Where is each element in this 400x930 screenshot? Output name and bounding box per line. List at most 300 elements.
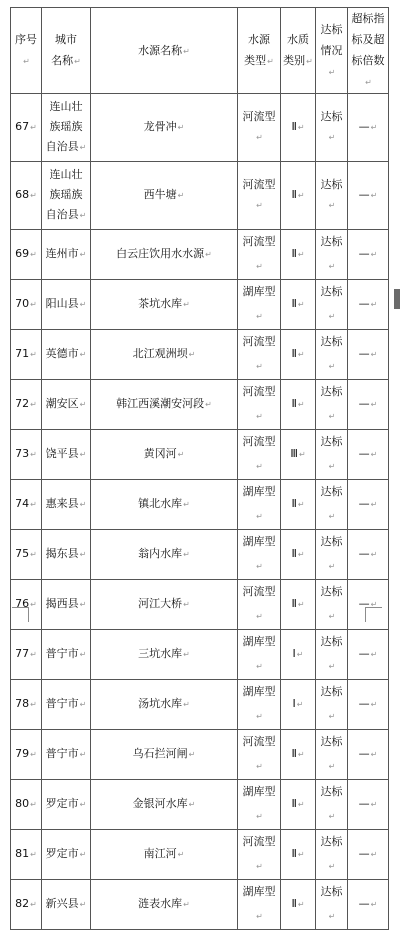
paragraph-mark-icon: ↵ — [370, 600, 378, 609]
table-row — [11, 780, 389, 830]
type-cell — [238, 830, 281, 880]
city-text: 罗定市 — [45, 797, 79, 810]
status-cell — [316, 280, 348, 330]
exceed-text: — — [358, 497, 370, 510]
paragraph-mark-icon: ↵ — [30, 300, 37, 309]
city-text: 普宁市 — [45, 647, 79, 660]
header-text: 类型 — [244, 54, 267, 67]
exceed-cell — [348, 580, 389, 630]
paragraph-mark-icon: ↵ — [205, 250, 212, 259]
seq-cell — [11, 580, 42, 630]
seq-cell — [11, 730, 42, 780]
city-cell — [42, 280, 91, 330]
source-text: 汤坑水库 — [138, 697, 183, 710]
paragraph-mark-icon: ↵ — [256, 612, 263, 621]
paragraph-mark-icon: ↵ — [188, 350, 196, 359]
grade-text: Ⅱ — [291, 297, 297, 310]
source-cell — [91, 730, 238, 780]
exceed-cell — [348, 680, 389, 730]
grade-cell — [281, 380, 316, 430]
grade-cell — [281, 162, 316, 230]
table-row — [11, 94, 389, 162]
paragraph-mark-icon: ↵ — [256, 862, 263, 871]
type-text: 河流型 — [242, 110, 276, 123]
grade-text: Ⅱ — [291, 397, 297, 410]
no-text: 82 — [15, 897, 30, 910]
no-text: 67 — [15, 120, 30, 133]
type-text: 河流型 — [242, 178, 276, 191]
city-line — [43, 117, 89, 137]
grade-text: Ⅱ — [291, 188, 297, 201]
header-text: 城市 — [55, 33, 77, 46]
city-line — [43, 742, 89, 767]
seq-cell — [11, 480, 42, 530]
header-line — [349, 50, 387, 93]
table-row — [11, 280, 389, 330]
source-text: 河江大桥 — [138, 597, 183, 610]
status-cell — [316, 580, 348, 630]
grade-cell — [281, 730, 316, 780]
status-cell — [316, 94, 348, 162]
exceed-text: — — [358, 897, 370, 910]
paragraph-mark-icon: ↵ — [328, 712, 336, 721]
table-row — [11, 330, 389, 380]
table-row — [11, 680, 389, 730]
exceed-cell — [348, 730, 389, 780]
source-text: 北江观洲坝 — [132, 347, 188, 360]
paragraph-mark-icon: ↵ — [328, 412, 336, 421]
city-line — [43, 592, 89, 617]
city-text: 新兴县 — [45, 897, 79, 910]
city-line — [43, 542, 89, 567]
no-text: 77 — [15, 647, 30, 660]
paragraph-mark-icon: ↵ — [79, 250, 87, 259]
city-text: 普宁市 — [45, 697, 79, 710]
paragraph-mark-icon: ↵ — [256, 912, 263, 921]
exceed-cell — [348, 380, 389, 430]
paragraph-mark-icon: ↵ — [30, 550, 37, 559]
city-line — [43, 165, 89, 185]
table-header-row — [11, 8, 389, 94]
paragraph-mark-icon: ↵ — [328, 201, 336, 210]
exceed-cell — [348, 630, 389, 680]
seq-cell — [11, 880, 42, 930]
type-text: 湖库型 — [242, 485, 276, 498]
exceed-text: — — [358, 547, 370, 560]
type-text: 湖库型 — [242, 285, 276, 298]
grade-cell — [281, 580, 316, 630]
paragraph-mark-icon: ↵ — [297, 400, 305, 409]
status-text: 达标 — [320, 235, 343, 248]
paragraph-mark-icon: ↵ — [79, 350, 87, 359]
city-line — [43, 892, 89, 917]
status-cell — [316, 230, 348, 280]
type-cell — [238, 162, 281, 230]
city-text: 连山壮 — [49, 100, 83, 113]
exceed-text: — — [358, 120, 370, 133]
exceed-cell — [348, 280, 389, 330]
paragraph-mark-icon: ↵ — [370, 191, 378, 200]
header-line — [282, 29, 314, 50]
city-text: 普宁市 — [45, 747, 79, 760]
paragraph-mark-icon: ↵ — [79, 211, 87, 220]
city-text: 惠来县 — [45, 497, 79, 510]
header-line — [349, 29, 387, 50]
city-text: 揭东县 — [45, 547, 79, 560]
exceed-text: — — [358, 247, 370, 260]
source-text: 南江河 — [143, 847, 177, 860]
no-text: 76 — [15, 597, 30, 610]
paragraph-mark-icon: ↵ — [23, 57, 30, 66]
exceed-cell — [348, 830, 389, 880]
status-text: 达标 — [320, 335, 343, 348]
type-cell — [238, 730, 281, 780]
paragraph-mark-icon: ↵ — [183, 46, 190, 56]
exceed-cell — [348, 330, 389, 380]
paragraph-mark-icon: ↵ — [370, 550, 378, 559]
paragraph-mark-icon: ↵ — [328, 362, 336, 371]
city-cell — [42, 94, 91, 162]
source-cell — [91, 780, 238, 830]
table-row — [11, 530, 389, 580]
paragraph-mark-icon: ↵ — [370, 800, 378, 809]
seq-cell — [11, 280, 42, 330]
grade-cell — [281, 630, 316, 680]
exceed-text: — — [358, 697, 370, 710]
type-text: 湖库型 — [242, 785, 276, 798]
paragraph-mark-icon: ↵ — [328, 262, 336, 271]
exceed-cell — [348, 480, 389, 530]
paragraph-mark-icon: ↵ — [328, 662, 336, 671]
no-text: 73 — [15, 447, 30, 460]
exceed-text: — — [358, 847, 370, 860]
status-text: 达标 — [320, 835, 343, 848]
type-text: 河流型 — [242, 585, 276, 598]
paragraph-mark-icon: ↵ — [328, 762, 336, 771]
paragraph-mark-icon: ↵ — [370, 250, 378, 259]
type-text: 湖库型 — [242, 535, 276, 548]
paragraph-mark-icon: ↵ — [297, 900, 305, 909]
paragraph-mark-icon: ↵ — [328, 812, 336, 821]
source-cell — [91, 530, 238, 580]
seq-cell — [11, 630, 42, 680]
paragraph-mark-icon: ↵ — [79, 900, 87, 909]
city-cell — [42, 480, 91, 530]
city-cell — [42, 730, 91, 780]
paragraph-mark-icon: ↵ — [30, 800, 37, 809]
type-text: 河流型 — [242, 385, 276, 398]
city-line — [43, 792, 89, 817]
paragraph-mark-icon: ↵ — [79, 400, 87, 409]
paragraph-mark-icon: ↵ — [370, 123, 378, 132]
table-row — [11, 162, 389, 230]
exceed-text: — — [358, 397, 370, 410]
seq-cell — [11, 830, 42, 880]
status-text: 达标 — [320, 535, 343, 548]
grade-text: Ⅱ — [291, 497, 297, 510]
table-row — [11, 430, 389, 480]
grade-cell — [281, 530, 316, 580]
paragraph-mark-icon: ↵ — [79, 500, 87, 509]
city-cell — [42, 430, 91, 480]
status-text: 达标 — [320, 435, 343, 448]
type-cell — [238, 880, 281, 930]
type-text: 河流型 — [242, 735, 276, 748]
header-line — [43, 50, 89, 72]
type-cell — [238, 780, 281, 830]
paragraph-mark-icon: ↵ — [328, 312, 336, 321]
paragraph-mark-icon: ↵ — [365, 78, 372, 87]
paragraph-mark-icon: ↵ — [256, 312, 263, 321]
paragraph-mark-icon: ↵ — [183, 700, 190, 709]
header-city — [42, 8, 91, 94]
table-row — [11, 630, 389, 680]
status-text: 达标 — [320, 585, 343, 598]
no-text: 68 — [15, 188, 30, 201]
header-text: 标及超 — [351, 33, 385, 46]
city-text: 族瑶族 — [49, 120, 83, 133]
type-cell — [238, 230, 281, 280]
no-text: 74 — [15, 497, 30, 510]
status-text: 达标 — [320, 178, 343, 191]
no-text: 72 — [15, 397, 30, 410]
paragraph-mark-icon: ↵ — [370, 350, 378, 359]
paragraph-mark-icon: ↵ — [256, 712, 263, 721]
paragraph-mark-icon: ↵ — [30, 750, 37, 759]
status-text: 达标 — [320, 285, 343, 298]
no-text: 78 — [15, 697, 30, 710]
city-line — [43, 97, 89, 117]
type-cell — [238, 330, 281, 380]
seq-cell — [11, 94, 42, 162]
header-text: 超标指 — [351, 12, 385, 25]
header-text: 水源名称 — [138, 43, 183, 57]
source-text: 翁内水库 — [138, 547, 183, 560]
header-line — [239, 50, 279, 72]
paragraph-mark-icon: ↵ — [370, 650, 378, 659]
status-text: 达标 — [320, 385, 343, 398]
status-cell — [316, 380, 348, 430]
paragraph-mark-icon: ↵ — [297, 123, 305, 132]
paragraph-mark-icon: ↵ — [177, 450, 185, 459]
paragraph-mark-icon: ↵ — [79, 600, 87, 609]
city-text: 饶平县 — [45, 447, 79, 460]
status-text: 达标 — [320, 110, 343, 123]
paragraph-mark-icon: ↵ — [297, 800, 305, 809]
paragraph-mark-icon: ↵ — [328, 512, 336, 521]
source-text: 乌石拦河闸 — [132, 747, 188, 760]
paragraph-mark-icon: ↵ — [297, 550, 305, 559]
status-text: 达标 — [320, 885, 343, 898]
header-grade — [281, 8, 316, 94]
paragraph-mark-icon: ↵ — [205, 400, 212, 409]
seq-cell — [11, 780, 42, 830]
paragraph-mark-icon: ↵ — [306, 57, 313, 66]
city-text: 阳山县 — [45, 297, 79, 310]
no-text: 79 — [15, 747, 30, 760]
grade-cell — [281, 480, 316, 530]
type-cell — [238, 280, 281, 330]
paragraph-mark-icon: ↵ — [188, 800, 196, 809]
exceed-cell — [348, 530, 389, 580]
source-cell — [91, 94, 238, 162]
city-line — [43, 392, 89, 417]
source-text: 涟表水库 — [138, 897, 183, 910]
type-cell — [238, 630, 281, 680]
paragraph-mark-icon: ↵ — [30, 500, 37, 509]
city-text: 英德市 — [45, 347, 79, 360]
paragraph-mark-icon: ↵ — [183, 500, 190, 509]
grade-text: Ⅱ — [291, 747, 297, 760]
header-line — [92, 40, 236, 62]
header-text: 情况 — [320, 43, 343, 57]
city-text: 自治县 — [45, 208, 79, 221]
city-line — [43, 442, 89, 467]
grade-cell — [281, 430, 316, 480]
status-cell — [316, 330, 348, 380]
paragraph-mark-icon: ↵ — [30, 400, 37, 409]
status-cell — [316, 530, 348, 580]
header-text: 标倍数 — [351, 54, 385, 67]
paragraph-mark-icon: ↵ — [296, 650, 304, 659]
source-cell — [91, 380, 238, 430]
grade-cell — [281, 94, 316, 162]
type-text: 湖库型 — [242, 635, 276, 648]
no-text: 75 — [15, 547, 30, 560]
city-line — [43, 642, 89, 667]
grade-text: Ⅱ — [291, 797, 297, 810]
grade-cell — [281, 880, 316, 930]
no-text: 70 — [15, 297, 30, 310]
type-cell — [238, 480, 281, 530]
seq-cell — [11, 680, 42, 730]
header-line — [282, 50, 314, 72]
source-cell — [91, 630, 238, 680]
source-cell — [91, 680, 238, 730]
grade-text: Ⅱ — [291, 347, 297, 360]
exceed-text: — — [358, 597, 370, 610]
grade-cell — [281, 830, 316, 880]
status-cell — [316, 630, 348, 680]
exceed-cell — [348, 230, 389, 280]
header-line — [12, 29, 40, 72]
paragraph-mark-icon: ↵ — [79, 750, 87, 759]
paragraph-mark-icon: ↵ — [79, 650, 87, 659]
grade-cell — [281, 780, 316, 830]
header-text: 水源 — [248, 33, 270, 46]
source-cell — [91, 880, 238, 930]
paragraph-mark-icon: ↵ — [328, 67, 336, 77]
city-line — [43, 205, 89, 226]
paragraph-mark-icon: ↵ — [370, 300, 378, 309]
city-line — [43, 492, 89, 517]
paragraph-mark-icon: ↵ — [328, 612, 336, 621]
city-cell — [42, 530, 91, 580]
header-text: 达标 — [320, 22, 343, 36]
paragraph-mark-icon: ↵ — [297, 250, 305, 259]
paragraph-mark-icon: ↵ — [183, 650, 190, 659]
city-text: 自治县 — [45, 140, 79, 153]
side-scroll-tab[interactable] — [394, 289, 400, 309]
paragraph-mark-icon: ↵ — [256, 562, 263, 571]
paragraph-mark-icon: ↵ — [328, 133, 336, 142]
seq-cell — [11, 162, 42, 230]
type-cell — [238, 430, 281, 480]
paragraph-mark-icon: ↵ — [30, 450, 37, 459]
header-seq — [11, 8, 42, 94]
type-cell — [238, 530, 281, 580]
type-text: 河流型 — [242, 235, 276, 248]
table-body — [11, 94, 389, 930]
header-text: 类别 — [283, 54, 306, 67]
exceed-text: — — [358, 297, 370, 310]
source-text: 三坑水库 — [138, 647, 183, 660]
exceed-cell — [348, 880, 389, 930]
paragraph-mark-icon: ↵ — [297, 600, 305, 609]
source-cell — [91, 162, 238, 230]
paragraph-mark-icon: ↵ — [30, 350, 37, 359]
paragraph-mark-icon: ↵ — [30, 700, 37, 709]
status-text: 达标 — [320, 785, 343, 798]
exceed-cell — [348, 162, 389, 230]
city-cell — [42, 780, 91, 830]
source-text: 镇北水库 — [138, 497, 183, 510]
table-row — [11, 380, 389, 430]
status-cell — [316, 680, 348, 730]
type-text: 河流型 — [242, 835, 276, 848]
header-exceed — [348, 8, 389, 94]
table-row — [11, 730, 389, 780]
header-line — [317, 19, 346, 40]
paragraph-mark-icon: ↵ — [79, 450, 87, 459]
paragraph-mark-icon: ↵ — [297, 850, 305, 859]
header-type — [238, 8, 281, 94]
table-row — [11, 880, 389, 930]
source-text: 西牛塘 — [143, 188, 177, 201]
type-text: 河流型 — [242, 335, 276, 348]
paragraph-mark-icon: ↵ — [79, 800, 87, 809]
paragraph-mark-icon: ↵ — [183, 300, 190, 309]
type-cell — [238, 680, 281, 730]
paragraph-mark-icon: ↵ — [183, 600, 190, 609]
paragraph-mark-icon: ↵ — [370, 900, 378, 909]
source-text: 茶坑水库 — [138, 297, 183, 310]
seq-cell — [11, 330, 42, 380]
source-text: 白云庄饮用水水源 — [116, 247, 205, 260]
city-line — [43, 342, 89, 367]
exceed-text: — — [358, 747, 370, 760]
paragraph-mark-icon: ↵ — [328, 862, 336, 871]
city-line — [43, 692, 89, 717]
paragraph-mark-icon: ↵ — [256, 362, 263, 371]
paragraph-mark-icon: ↵ — [296, 700, 304, 709]
city-line — [43, 137, 89, 158]
source-cell — [91, 430, 238, 480]
paragraph-mark-icon: ↵ — [256, 462, 263, 471]
exceed-cell — [348, 430, 389, 480]
exceed-text: — — [358, 797, 370, 810]
source-cell — [91, 480, 238, 530]
paragraph-mark-icon: ↵ — [188, 750, 196, 759]
source-cell — [91, 230, 238, 280]
water-source-table — [10, 7, 389, 930]
paragraph-mark-icon: ↵ — [30, 900, 37, 909]
paragraph-mark-icon: ↵ — [30, 650, 37, 659]
grade-cell — [281, 330, 316, 380]
table-row — [11, 230, 389, 280]
grade-text: Ⅱ — [291, 847, 297, 860]
paragraph-mark-icon: ↵ — [256, 812, 263, 821]
